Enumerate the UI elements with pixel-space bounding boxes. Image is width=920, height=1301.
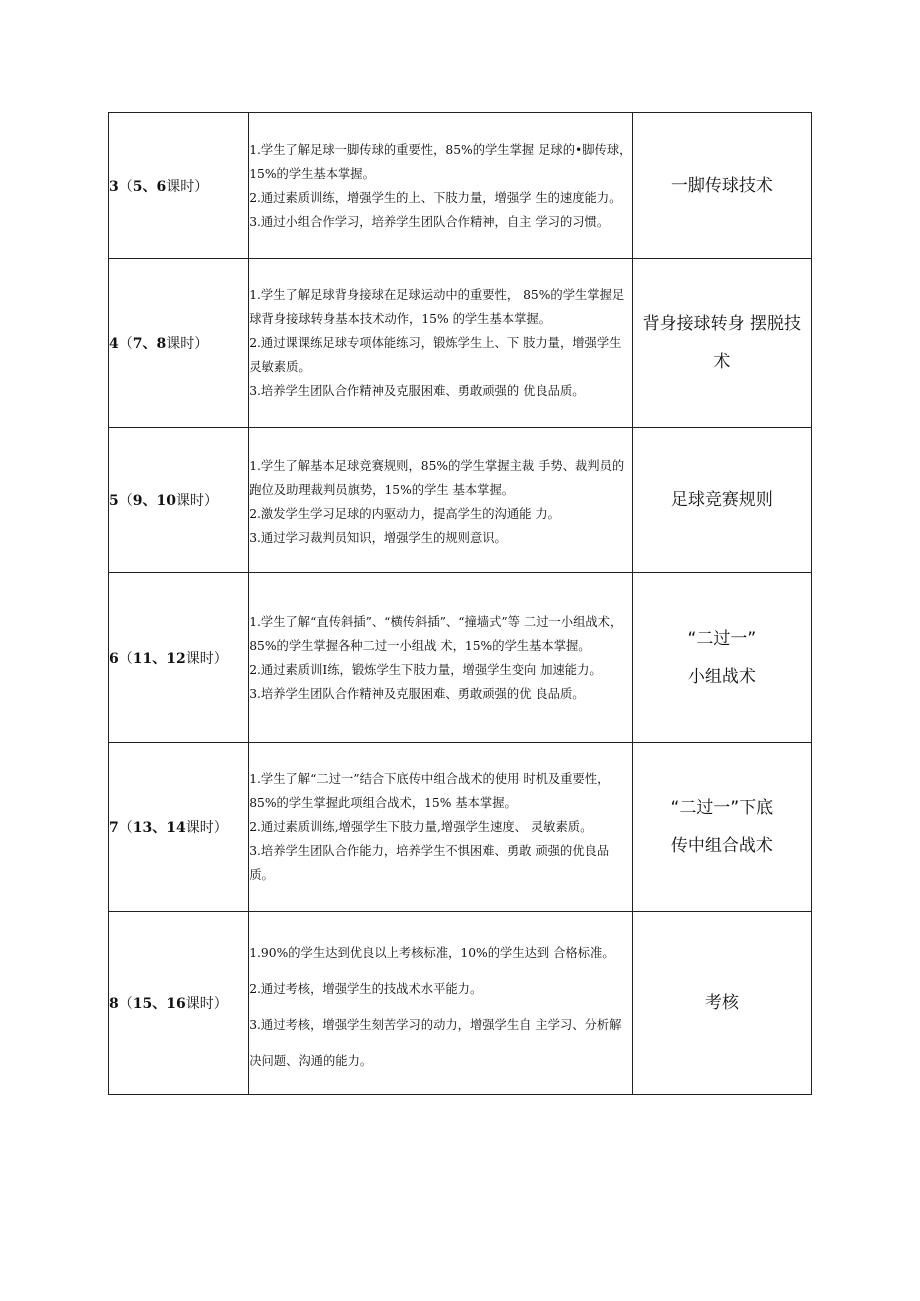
goal-item: 2.通过课课练足球专项体能练习，锻炼学生上、下 肢力量，增强学生灵敏素质。: [249, 336, 622, 374]
goals-cell: [249, 573, 633, 743]
paren-open: （: [118, 178, 133, 195]
topic-line: 传中组合战术: [670, 836, 773, 856]
goal-item: 3.培养学生团队合作精神及克服困难、勇敢顽强的优 良品质。: [249, 686, 585, 701]
paren-open: （: [118, 650, 133, 667]
topic-line: “二过一”: [687, 628, 757, 649]
goal-item: 1.学生了解“直传斜插”、“横传斜插”、“撞墙式”等 二过一小组战术，85%的学生掌握各种二过一小组战 术，15%的学生基本掌握。: [249, 614, 623, 653]
lesson-number: 4: [109, 336, 119, 352]
lesson-number: 5: [109, 493, 119, 509]
lesson-number: 3: [109, 178, 119, 195]
table-row: [109, 259, 812, 428]
table-row: [109, 428, 812, 573]
hours-unit: 课时）: [185, 996, 228, 1012]
hours-unit: 课时）: [185, 650, 228, 667]
topic-line: 一脚传球技术: [670, 175, 773, 196]
lesson-hours-range: 5、6: [132, 178, 167, 195]
goal-item: 3.通过学习裁判员知识，增强学生的规则意识。: [249, 530, 507, 545]
goal-item: 1.学生了解足球一脚传球的重要性，85%的学生掌握 足球的•脚传球，15%的学生基本掌握。: [249, 142, 632, 181]
table-row: [109, 912, 812, 1095]
goal-item: 2.通过素质训练，增强学生的上、下肢力量，增强学 生的速度能力。: [249, 190, 622, 205]
goal-item: 2.激发学生学习足球的内驱动力，提高学生的沟通能 力。: [249, 506, 560, 521]
hours-unit: 课时）: [166, 178, 209, 195]
topic-cell: [632, 428, 811, 573]
goal-item: 3.培养学生团队合作精神及克服困难、勇敢顽强的 优良品质。: [249, 384, 585, 398]
topic-line: 小组战术: [687, 666, 756, 687]
topic-cell: [632, 259, 811, 428]
lesson-hours-range: 15、16: [132, 996, 186, 1012]
goals-cell: [249, 113, 633, 259]
paren-open: （: [118, 996, 133, 1012]
goal-item: 1.学生了解足球背身接球在足球运动中的重要性， 85%的学生掌握足球背身接球转身基本技术动作，15% 的学生基本掌握。: [249, 288, 625, 326]
hours-unit: 课时）: [166, 336, 209, 352]
goal-item: 1.学生了解基本足球竞赛规则，85%的学生掌握主裁 手势、裁判员的跑位及助理裁判员旗势，15%的学生 基本掌握。: [249, 458, 625, 497]
goal-item: 2.通过考核，增强学生的技战术水平能力。: [249, 982, 483, 996]
goal-item: 2.通过素质训练,增强学生下肢力量,增强学生速度、 灵敏素质。: [249, 820, 593, 834]
lesson-hours-range: 13、14: [132, 820, 186, 836]
topic-line: 足球竞赛规则: [670, 490, 773, 510]
topic-line: 背身接球转身 摆脱技: [642, 314, 802, 334]
goal-item: 2.通过素质训I练，锻炼学生下肢力量，增强学生变向 加速能力。: [249, 662, 602, 677]
lesson-hours-cell: [109, 428, 249, 573]
lesson-number: 7: [109, 820, 119, 836]
goal-item: 3.通过小组合作学习，培养学生团队合作精神，自主 学习的习惯。: [249, 214, 610, 229]
goals-cell: [249, 743, 633, 912]
hours-unit: 课时）: [175, 493, 218, 509]
topic-line: 术: [713, 352, 731, 372]
lesson-hours-cell: [109, 113, 249, 259]
table-row: [109, 743, 812, 912]
table-row: [109, 113, 812, 259]
lesson-hours-range: 9、10: [132, 493, 176, 509]
goals-cell: [249, 428, 633, 573]
topic-cell: [632, 743, 811, 912]
goal-item: 3.通过考核，增强学生刻苦学习的动力，增强学生自 主学习、分析解决问题、沟通的能力。: [249, 1018, 622, 1068]
lesson-hours-cell: [109, 573, 249, 743]
lesson-hours-range: 7、8: [132, 336, 167, 352]
paren-open: （: [118, 493, 133, 509]
paren-open: （: [118, 336, 133, 352]
topic-cell: [632, 113, 811, 259]
goals-cell: [249, 912, 633, 1095]
topic-line: “二过一”下底: [670, 798, 774, 818]
table-row: [109, 573, 812, 743]
topic-cell: [632, 573, 811, 743]
lesson-hours-cell: [109, 259, 249, 428]
goal-item: 1.90%的学生达到优良以上考核标准，10%的学生达到 合格标准。: [249, 946, 615, 960]
topic-line: 考核: [704, 993, 739, 1013]
paren-open: （: [118, 820, 133, 836]
lesson-number: 6: [109, 650, 119, 667]
goal-item: 1.学生了解“二过一”结合下底传中组合战术的使用 时机及重要性，85%的学生掌握此项组合战术，15% 基本掌握。: [249, 772, 610, 810]
lesson-number: 8: [109, 996, 119, 1012]
lesson-hours-cell: [109, 912, 249, 1095]
lesson-hours-cell: [109, 743, 249, 912]
hours-unit: 课时）: [185, 820, 228, 836]
topic-cell: [632, 912, 811, 1095]
lesson-plan-table: [108, 112, 812, 1095]
lesson-hours-range: 11、12: [132, 650, 186, 667]
goal-item: 3.培养学生团队合作能力，培养学生不惧困难、勇敢 顽强的优良品质。: [249, 844, 610, 882]
goals-cell: [249, 259, 633, 428]
